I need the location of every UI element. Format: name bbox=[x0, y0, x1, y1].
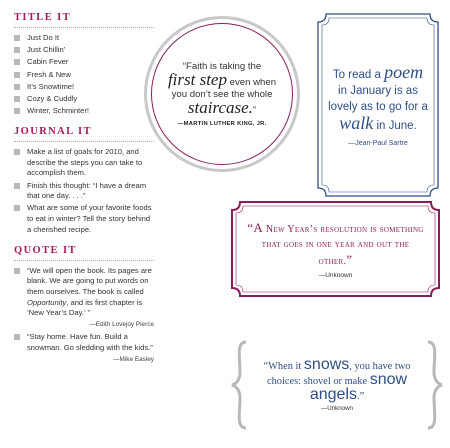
quote-resolution-frame bbox=[228, 198, 443, 300]
square-bullet-icon bbox=[14, 59, 20, 65]
quote-text: even when you don’t see the whole bbox=[171, 76, 277, 100]
section-divider bbox=[14, 141, 154, 142]
list-item bbox=[14, 45, 154, 56]
list-item-text: Winter, Schminter! bbox=[27, 106, 90, 116]
list-item-text: Just Do It bbox=[27, 33, 60, 42]
quote-circle-frame bbox=[144, 16, 300, 172]
list-item bbox=[14, 266, 154, 331]
square-bullet-icon bbox=[14, 47, 20, 53]
title-it-list bbox=[14, 33, 154, 117]
title-it-section bbox=[14, 12, 154, 117]
quote-emphasis: first step bbox=[167, 69, 227, 89]
list-item-text: It’s Snowtime! bbox=[27, 81, 75, 91]
quote-text: in January is as lovely as to go for a bbox=[328, 84, 428, 113]
quote-text: “We will open the book. Its pages are blank. We are going to put words on them ourselves. The book is called bbox=[27, 265, 152, 296]
square-bullet-icon bbox=[14, 96, 20, 102]
list-item bbox=[14, 70, 154, 81]
quote-emphasis: snows bbox=[303, 356, 350, 373]
list-item-text: Cabin Fever bbox=[27, 57, 69, 67]
journal-it-list bbox=[14, 147, 154, 236]
quote-text: “When it bbox=[263, 361, 302, 372]
square-bullet-icon bbox=[14, 149, 20, 155]
quote-emphasis: snow angels bbox=[309, 371, 408, 403]
quote-attribution: —MARTIN LUTHER KING, JR. bbox=[177, 121, 267, 127]
quote-poem-text bbox=[328, 61, 428, 134]
quote-attribution: —Edith Lovejoy Pierce bbox=[89, 321, 154, 329]
quote-it-section bbox=[14, 245, 154, 366]
quote-emphasis: Opportunity bbox=[27, 297, 67, 307]
quote-attribution: —Unknown bbox=[318, 271, 353, 279]
quote-snow-frame bbox=[230, 338, 444, 432]
quote-attribution: —Unknown bbox=[321, 405, 353, 412]
quote-text: To read a bbox=[332, 68, 381, 81]
quote-text: “Faith is taking the bbox=[182, 61, 262, 72]
quote-poem-frame bbox=[316, 12, 440, 198]
quote-text: ” bbox=[252, 104, 257, 116]
quote-it-heading: QUOTE IT bbox=[14, 244, 77, 256]
title-it-heading: TITLE IT bbox=[14, 12, 72, 23]
quote-text: “ bbox=[247, 219, 254, 235]
quote-snow-text bbox=[247, 358, 427, 403]
quote-attribution: —Jean-Paul Sartre bbox=[348, 139, 408, 147]
list-item bbox=[14, 332, 154, 365]
quote-snow bbox=[230, 338, 444, 432]
quote-text: ” bbox=[346, 251, 353, 267]
quote-emphasis: walk bbox=[339, 112, 374, 133]
square-bullet-icon bbox=[14, 108, 20, 114]
list-item bbox=[14, 82, 154, 93]
quote-it-list bbox=[14, 266, 154, 366]
quote-text: “Stay home. Have fun. Build a snowman. Go sledding with the kids.” bbox=[27, 332, 153, 352]
list-item-text: Make a list of goals for 2010, and describe the steps you can take to accomplish them. bbox=[27, 146, 143, 178]
journal-it-heading: JOURNAL IT bbox=[14, 125, 92, 137]
list-item-text: Just Chillin’ bbox=[27, 45, 66, 55]
square-bullet-icon bbox=[14, 183, 20, 189]
list-item bbox=[14, 181, 154, 202]
section-divider bbox=[14, 260, 154, 261]
square-bullet-icon bbox=[14, 35, 20, 41]
list-item-text: Finish this thought: “I have a dream that one day. . . .” bbox=[27, 180, 147, 201]
quote-emphasis: poem bbox=[384, 61, 424, 82]
list-item bbox=[14, 203, 154, 235]
quote-resolution-text bbox=[246, 220, 426, 269]
quote-text: , you have two choices: shovel or make bbox=[266, 361, 411, 387]
list-item-text: Fresh & New bbox=[27, 69, 71, 79]
list-item-text: What are some of your favorite foods to eat in winter? Tell the story behind a cherished recipe. bbox=[27, 203, 152, 234]
quote-attribution: —Mike Easley bbox=[113, 355, 154, 363]
square-bullet-icon bbox=[14, 205, 20, 211]
quote-text: New Year’s resolution is something that goes in one year and out the other. bbox=[261, 223, 424, 267]
quote-circle-inner bbox=[151, 23, 293, 165]
left-column bbox=[14, 12, 154, 374]
square-bullet-icon bbox=[14, 334, 20, 340]
square-bullet-icon bbox=[14, 84, 20, 90]
list-item bbox=[14, 147, 154, 179]
list-item bbox=[14, 57, 154, 68]
quote-poem bbox=[316, 12, 440, 198]
quote-text: .” bbox=[356, 391, 365, 402]
quote-text: in June. bbox=[376, 119, 417, 132]
list-item bbox=[14, 33, 154, 44]
list-item-text: Cozy & Cuddly bbox=[27, 94, 78, 104]
quote-text: , and its first chapter is ‘New Year’s Day.’ ” bbox=[27, 297, 143, 318]
quote-circle-text bbox=[163, 61, 281, 117]
section-divider bbox=[14, 27, 154, 28]
list-item bbox=[14, 94, 154, 105]
quote-emphasis: staircase. bbox=[187, 97, 253, 117]
list-item bbox=[14, 106, 154, 117]
quote-emphasis: A bbox=[253, 219, 264, 235]
square-bullet-icon bbox=[14, 72, 20, 78]
square-bullet-icon bbox=[14, 268, 20, 274]
quote-resolution bbox=[228, 198, 443, 300]
journal-it-section bbox=[14, 126, 154, 236]
